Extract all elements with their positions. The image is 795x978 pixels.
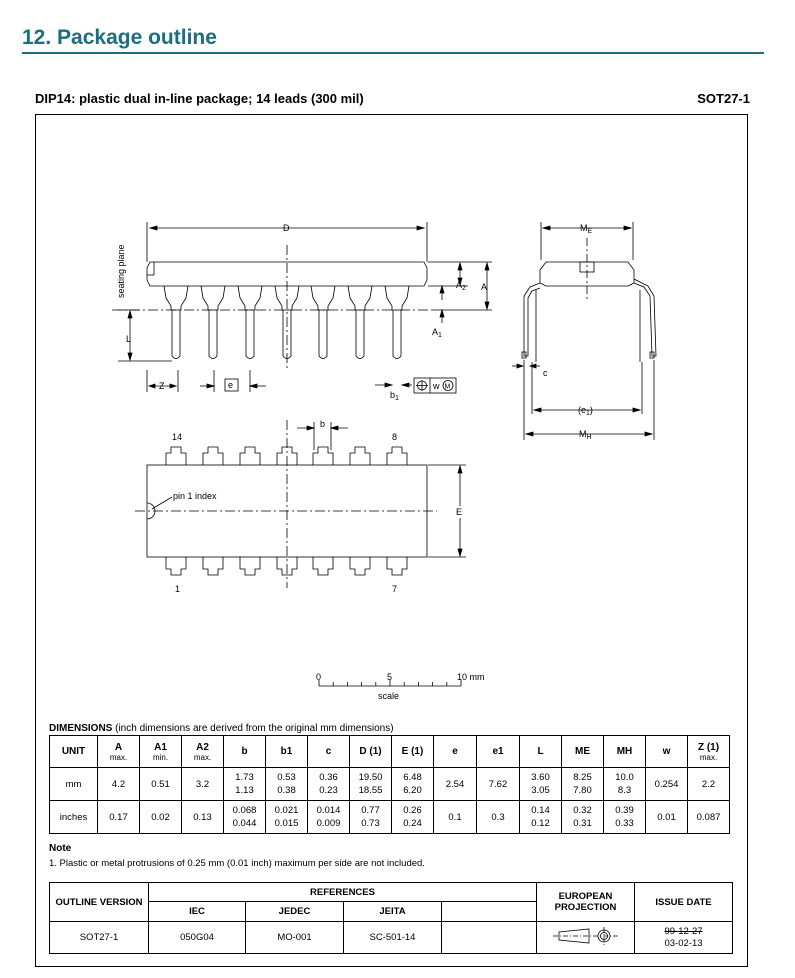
label-e: e [228, 380, 234, 390]
side-lead [348, 286, 372, 359]
end-view [512, 222, 656, 441]
jeita-header: JEITA [344, 902, 442, 922]
dim-cell: 19.50 18.55 [350, 768, 392, 801]
projection-icon [551, 926, 621, 946]
dim-cell: 8.25 7.80 [562, 768, 604, 801]
label-Z: Z [159, 381, 165, 391]
dim-cell: 0.13 [182, 801, 224, 834]
label-E: E [456, 507, 463, 517]
scale-10: 10 mm [457, 672, 485, 682]
label-A1: $A_1$ [432, 327, 442, 339]
dim-cell: 0.14 0.12 [520, 801, 562, 834]
dimensions-table [49, 735, 730, 834]
european-projection-header: EUROPEAN PROJECTION [537, 883, 635, 922]
dim-cell: 7.62 [477, 768, 520, 801]
label-b: b [320, 419, 326, 429]
dimensions-title: DIMENSIONS (inch dimensions are derived from the original mm dimensions) [49, 723, 394, 734]
dim-header: A max. [98, 736, 140, 768]
dim-header: w [646, 736, 688, 768]
side-lead [201, 286, 225, 359]
dim-header: A1 min. [140, 736, 182, 768]
dim-cell: 2.54 [434, 768, 477, 801]
dim-header: e1 [477, 736, 520, 768]
jedec-value: MO-001 [246, 922, 344, 954]
issue-date-new: 03-02-13 [664, 937, 703, 949]
dim-header: c [308, 736, 350, 768]
dim-cell: 0.254 [646, 768, 688, 801]
label-D: D [283, 223, 290, 233]
dim-header: E (1) [392, 736, 434, 768]
section-title: 12. Package outline [22, 26, 217, 49]
references-table [49, 882, 733, 954]
side-lead [311, 286, 335, 359]
label-pin7: 7 [392, 584, 398, 594]
label-w: w [433, 381, 440, 391]
note-heading: Note [49, 843, 72, 854]
label-e1: $(e_1)$ [578, 405, 593, 417]
outline-version-header: OUTLINE VERSION [50, 883, 149, 922]
references-empty-value [442, 922, 537, 954]
scale-5: 5 [387, 672, 393, 682]
label-c: c [543, 368, 548, 378]
dim-cell: 2.2 [688, 768, 730, 801]
issue-date-values [635, 922, 733, 954]
dim-cell: 0.77 0.73 [350, 801, 392, 834]
label-pin1-index: pin 1 index [173, 491, 217, 501]
projection-symbol [537, 922, 635, 954]
dim-cell: 0.087 [688, 801, 730, 834]
dim-header: e [434, 736, 477, 768]
dim-header: MH [604, 736, 646, 768]
iec-header: IEC [149, 902, 246, 922]
label-b1: $b_1$ [390, 390, 399, 402]
dim-header: b [224, 736, 266, 768]
note-text: 1. Plastic or metal protrusions of 0.25 mm (0.01 inch) maximum per side are not included. [49, 858, 425, 869]
label-A2: $A_2$ [456, 280, 466, 292]
label-pin14: 14 [172, 432, 183, 442]
dim-cell: 3.2 [182, 768, 224, 801]
references-header: REFERENCES [149, 883, 537, 902]
dim-cell: 0.17 [98, 801, 140, 834]
label-pin8: 8 [392, 432, 398, 442]
side-lead [385, 286, 409, 359]
dim-header: ME [562, 736, 604, 768]
dim-header: Z (1) max. [688, 736, 730, 768]
dim-cell: 10.0 8.3 [604, 768, 646, 801]
dim-cell: 0.01 [646, 801, 688, 834]
dim-header: b1 [266, 736, 308, 768]
dim-header: L [520, 736, 562, 768]
package-description: DIP14: plastic dual in-line package; 14 leads (300 mil) [35, 91, 364, 106]
dim-cell: 0.021 0.015 [266, 801, 308, 834]
dim-cell: 6.48 6.20 [392, 768, 434, 801]
side-lead [238, 286, 262, 359]
dim-cell: 1.73 1.13 [224, 768, 266, 801]
top-view [135, 419, 467, 594]
jedec-header: JEDEC [246, 902, 344, 922]
scale-0: 0 [316, 672, 322, 682]
dim-header: A2 max. [182, 736, 224, 768]
iec-value: 050G04 [149, 922, 246, 954]
dim-cell: 0.014 0.009 [308, 801, 350, 834]
scale-bar [316, 672, 485, 701]
label-M: M [444, 383, 451, 391]
dim-unit: mm [50, 768, 98, 801]
label-A: A [481, 282, 488, 292]
references-empty [442, 902, 537, 922]
dim-header: D (1) [350, 736, 392, 768]
dim-header: UNIT [50, 736, 98, 768]
side-lead [164, 286, 188, 359]
dim-cell: 0.36 0.23 [308, 768, 350, 801]
label-ME: $M_E$ [580, 223, 593, 235]
dim-cell: 3.60 3.05 [520, 768, 562, 801]
dim-cell: 0.39 0.33 [604, 801, 646, 834]
dim-cell: 0.3 [477, 801, 520, 834]
dim-cell: 4.2 [98, 768, 140, 801]
issue-date-old: 99-12-27 [664, 925, 703, 937]
dim-cell: 0.32 0.31 [562, 801, 604, 834]
dim-cell: 0.53 0.38 [266, 768, 308, 801]
jeita-value: SC-501-14 [344, 922, 442, 954]
outline-version-value: SOT27-1 [50, 922, 149, 954]
package-code: SOT27-1 [697, 91, 750, 106]
label-seating-plane: seating plane [116, 244, 126, 298]
side-view [112, 222, 492, 402]
dim-cell: 0.26 0.24 [392, 801, 434, 834]
label-L: L [126, 334, 132, 344]
dim-cell: 0.068 0.044 [224, 801, 266, 834]
dim-cell: 0.1 [434, 801, 477, 834]
dim-cell: 0.02 [140, 801, 182, 834]
scale-label: scale [378, 691, 400, 701]
dim-unit: inches [50, 801, 98, 834]
label-pin1: 1 [175, 584, 181, 594]
label-MH: $M_H$ [579, 429, 592, 441]
issue-date-header: ISSUE DATE [635, 883, 733, 922]
dim-cell: 0.51 [140, 768, 182, 801]
